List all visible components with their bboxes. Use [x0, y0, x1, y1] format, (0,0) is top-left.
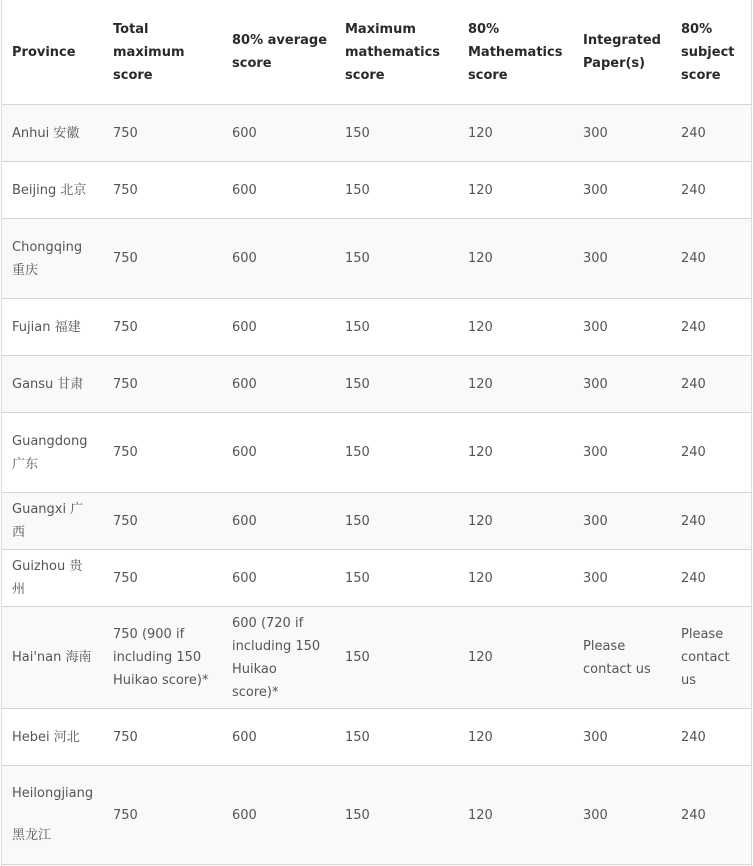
cell-total-max: 750 — [103, 219, 222, 299]
cell-total-max: 750 — [103, 105, 222, 162]
cell-math80: 120 — [458, 550, 573, 607]
table-row — [2, 219, 751, 299]
cell-total-max: 750 — [103, 550, 222, 607]
cell-avg80: 600 — [222, 219, 335, 299]
cell-subject80: 240 — [671, 766, 751, 865]
cell-subject80: 240 — [671, 413, 751, 493]
cell-math-max: 150 — [335, 299, 458, 356]
cell-province: Hebei 河北 — [2, 709, 103, 766]
cell-integrated: 300 — [573, 299, 671, 356]
table-row — [2, 607, 751, 709]
table-row — [2, 299, 751, 356]
cell-integrated: 300 — [573, 356, 671, 413]
cell-avg80: 600 — [222, 709, 335, 766]
cell-integrated: 300 — [573, 550, 671, 607]
cell-subject80: 240 — [671, 162, 751, 219]
cell-integrated: 300 — [573, 219, 671, 299]
cell-math-max: 150 — [335, 493, 458, 550]
cell-math80: 120 — [458, 162, 573, 219]
cell-math80: 120 — [458, 709, 573, 766]
cell-province: Guangdong 广东 — [2, 413, 103, 493]
cell-province: Guangxi 广西 — [2, 493, 103, 550]
cell-subject80: 240 — [671, 493, 751, 550]
table-row — [2, 550, 751, 607]
cell-subject80: 240 — [671, 709, 751, 766]
cell-total-max: 750 — [103, 493, 222, 550]
cell-integrated: 300 — [573, 105, 671, 162]
cell-math80: 120 — [458, 413, 573, 493]
cell-math80: 120 — [458, 766, 573, 865]
header-80-mathematics-score: 80% Mathematics score — [458, 0, 573, 105]
cell-subject80: 240 — [671, 219, 751, 299]
header-total-maximum-score: Total maximum score — [103, 0, 222, 105]
cell-total-max: 750 — [103, 356, 222, 413]
cell-subject80: Please contact us — [671, 607, 751, 709]
cell-subject80: 240 — [671, 105, 751, 162]
cell-province: Gansu 甘肃 — [2, 356, 103, 413]
cell-math-max: 150 — [335, 766, 458, 865]
cell-avg80: 600 — [222, 105, 335, 162]
table-row — [2, 162, 751, 219]
cell-integrated: Please contact us — [573, 607, 671, 709]
cell-math80: 120 — [458, 219, 573, 299]
cell-province: Heilongjiang 黑龙江 — [2, 766, 103, 865]
cell-subject80: 240 — [671, 550, 751, 607]
cell-math80: 120 — [458, 607, 573, 709]
cell-avg80: 600 — [222, 493, 335, 550]
cell-math-max: 150 — [335, 413, 458, 493]
header-province: Province — [2, 0, 103, 105]
cell-province: Guizhou 贵州 — [2, 550, 103, 607]
cell-math80: 120 — [458, 356, 573, 413]
cell-subject80: 240 — [671, 299, 751, 356]
cell-subject80: 240 — [671, 356, 751, 413]
cell-avg80: 600 — [222, 766, 335, 865]
cell-math-max: 150 — [335, 105, 458, 162]
cell-math-max: 150 — [335, 709, 458, 766]
cell-avg80: 600 (720 if including 150 Huikao score)* — [222, 607, 335, 709]
cell-total-max: 750 (900 if including 150 Huikao score)* — [103, 607, 222, 709]
cell-avg80: 600 — [222, 356, 335, 413]
cell-integrated: 300 — [573, 709, 671, 766]
cell-avg80: 600 — [222, 413, 335, 493]
header-integrated-papers: Integrated Paper(s) — [573, 0, 671, 105]
cell-math-max: 150 — [335, 607, 458, 709]
cell-math80: 120 — [458, 493, 573, 550]
cell-avg80: 600 — [222, 162, 335, 219]
header-maximum-mathematics-score: Maximum mathematics score — [335, 0, 458, 105]
header-80-average-score: 80% average score — [222, 0, 335, 105]
cell-province: Beijing 北京 — [2, 162, 103, 219]
cell-math-max: 150 — [335, 219, 458, 299]
cell-province: Chongqing 重庆 — [2, 219, 103, 299]
cell-total-max: 750 — [103, 162, 222, 219]
table-row — [2, 356, 751, 413]
cell-math-max: 150 — [335, 550, 458, 607]
score-requirements-table — [2, 0, 751, 865]
table-header-row — [2, 0, 751, 105]
table-row — [2, 413, 751, 493]
cell-math80: 120 — [458, 299, 573, 356]
cell-total-max: 750 — [103, 299, 222, 356]
cell-integrated: 300 — [573, 413, 671, 493]
table-row — [2, 493, 751, 550]
header-80-subject-score: 80% subject score — [671, 0, 751, 105]
cell-avg80: 600 — [222, 299, 335, 356]
cell-integrated: 300 — [573, 766, 671, 865]
cell-province: Anhui 安徽 — [2, 105, 103, 162]
cell-total-max: 750 — [103, 709, 222, 766]
cell-math-max: 150 — [335, 356, 458, 413]
cell-province: Hai'nan 海南 — [2, 607, 103, 709]
cell-integrated: 300 — [573, 493, 671, 550]
cell-total-max: 750 — [103, 766, 222, 865]
cell-math80: 120 — [458, 105, 573, 162]
table-frame-right — [751, 0, 752, 866]
cell-total-max: 750 — [103, 413, 222, 493]
cell-province: Fujian 福建 — [2, 299, 103, 356]
cell-math-max: 150 — [335, 162, 458, 219]
cell-avg80: 600 — [222, 550, 335, 607]
table-row — [2, 105, 751, 162]
table-row — [2, 766, 751, 865]
cell-integrated: 300 — [573, 162, 671, 219]
table-row — [2, 709, 751, 766]
